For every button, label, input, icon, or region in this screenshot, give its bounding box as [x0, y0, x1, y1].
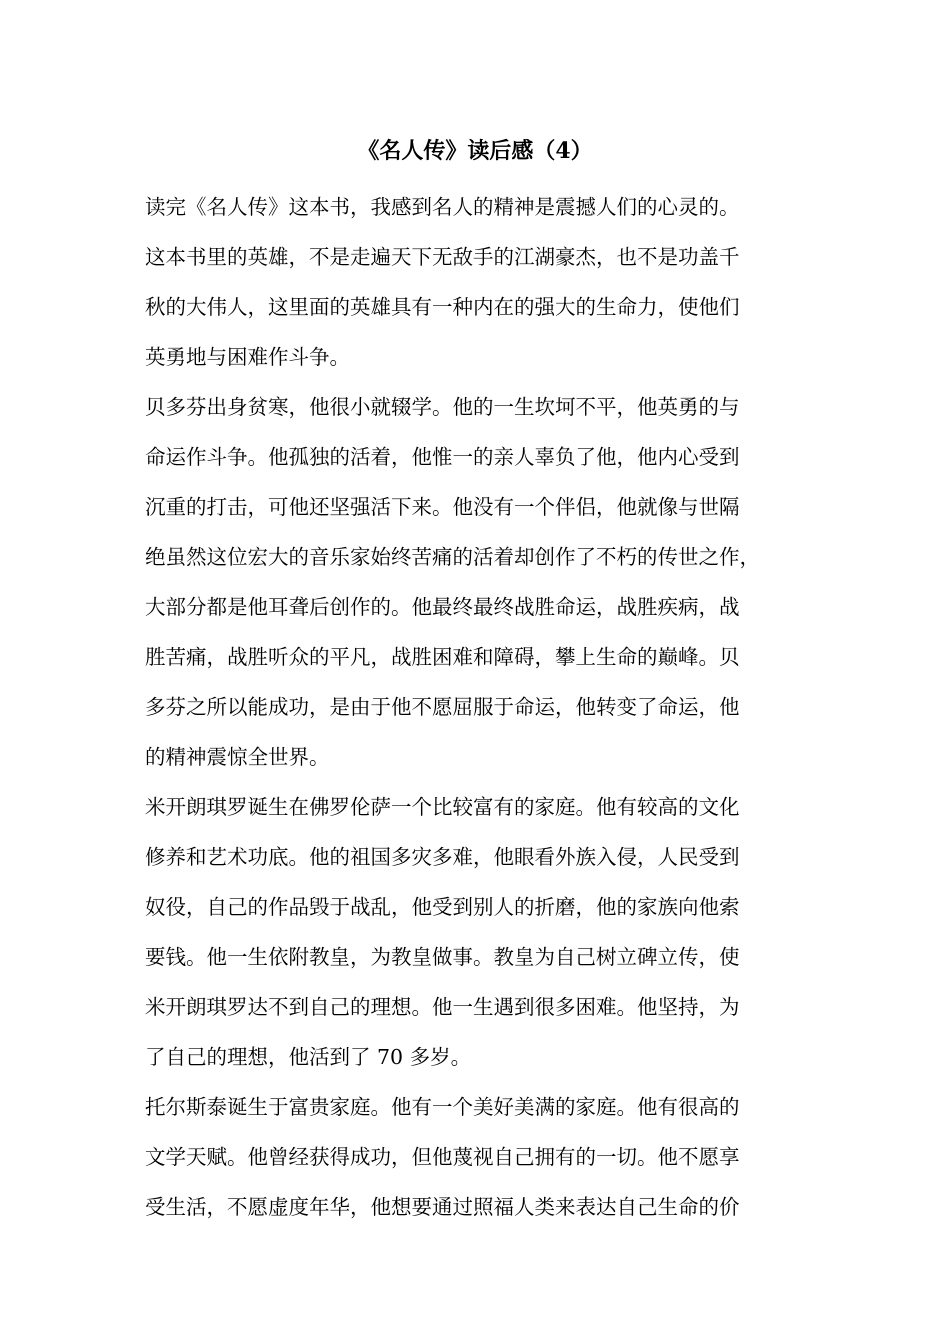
- text-line: 命运作斗争。他孤独的活着，他惟一的亲人辜负了他，他内心受到: [145, 445, 740, 469]
- text-line: 读完《名人传》这本书，我感到名人的精神是震撼人们的心灵的。: [145, 195, 740, 219]
- text-line: 要钱。他一生依附教皇，为教皇做事。教皇为自己树立碑立传，使: [145, 945, 740, 969]
- text-line: 受生活，不愿虚度年华，他想要通过照福人类来表达自己生命的价: [145, 1195, 740, 1219]
- text-line: 奴役，自己的作品毁于战乱，他受到别人的折磨，他的家族向他索: [145, 895, 740, 919]
- text-line: 了自己的理想，他活到了 70 多岁。: [145, 1045, 472, 1069]
- text-line: 胜苦痛，战胜听众的平凡，战胜困难和障碍，攀上生命的巅峰。贝: [145, 645, 740, 669]
- text-line: 绝虽然这位宏大的音乐家始终苦痛的活着却创作了不朽的传世之作，: [145, 545, 760, 569]
- text-line: 大部分都是他耳聋后创作的。他最终最终战胜命运，战胜疾病，战: [145, 595, 740, 619]
- text-line: 米开朗琪罗诞生在佛罗伦萨一个比较富有的家庭。他有较高的文化: [145, 795, 740, 819]
- text-line: 多芬之所以能成功，是由于他不愿屈服于命运，他转变了命运，他: [145, 695, 740, 719]
- text-line: 米开朗琪罗达不到自己的理想。他一生遇到很多困难。他坚持，为: [145, 995, 740, 1019]
- text-line: 这本书里的英雄，不是走遍天下无敌手的江湖豪杰，也不是功盖千: [145, 245, 740, 269]
- document-body: [145, 182, 817, 1232]
- text-line: 文学天赋。他曾经获得成功，但他蔑视自己拥有的一切。他不愿享: [145, 1145, 740, 1169]
- text-line: 秋的大伟人，这里面的英雄具有一种内在的强大的生命力，使他们: [145, 295, 740, 319]
- text-line: 托尔斯泰诞生于富贵家庭。他有一个美好美满的家庭。他有很高的: [145, 1095, 740, 1119]
- text-line: 贝多芬出身贫寒，他很小就辍学。他的一生坎坷不平，他英勇的与: [145, 395, 740, 419]
- document-title: 《名人传》读后感（4）: [357, 138, 593, 164]
- text-line: 的精神震惊全世界。: [145, 745, 330, 769]
- text-line: 修养和艺术功底。他的祖国多灾多难，他眼看外族入侵，人民受到: [145, 845, 740, 869]
- text-line: 沉重的打击，可他还坚强活下来。他没有一个伴侣，他就像与世隔: [145, 495, 740, 519]
- text-line: 英勇地与困难作斗争。: [145, 345, 350, 369]
